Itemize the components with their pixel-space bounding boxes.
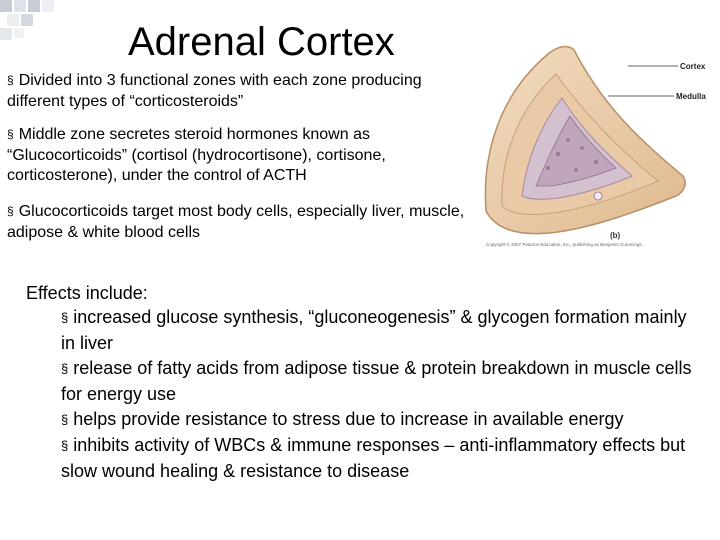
bullet-marker: § (61, 438, 69, 454)
effect-item (61, 356, 701, 407)
bullet-marker: § (61, 360, 69, 376)
bullet-marker: § (7, 127, 14, 141)
effects-list (61, 305, 701, 484)
adrenal-gland-figure (478, 36, 718, 256)
effect-item (61, 433, 701, 484)
bullet-marker: § (7, 204, 14, 218)
bullet-text: Glucocorticoids target most body cells, especially liver, muscle, adipose & white blood cells (7, 203, 465, 241)
effect-item (61, 305, 701, 356)
bullet-zones (7, 71, 467, 112)
bullet-text: Middle zone secretes steroid hormones known as “Glucocorticoids” (cortisol (hydrocortisone), cortisone, corticosterone), under the control of ACTH (7, 126, 386, 184)
bullet-text: Divided into 3 functional zones with each zone producing different types of “corticosteroids” (7, 72, 422, 110)
effect-text: inhibits activity of WBCs & immune responses – anti-inflammatory effects but slow wound healing & resistance to disease (61, 435, 686, 482)
effect-item (61, 407, 701, 433)
slide-title: Adrenal Cortex (128, 20, 395, 64)
bullet-marker: § (61, 411, 69, 427)
bullet-marker: § (61, 310, 69, 325)
effects-heading: Effects include: (26, 283, 148, 303)
figure-copyright: Copyright © 2007 Pearson Education, Inc., publishing as Benjamin Cummings. (486, 242, 643, 247)
label-medulla: Medulla (676, 92, 706, 101)
bullet-targets (7, 202, 477, 243)
panel-tag: (b) (610, 231, 621, 240)
effect-text: helps provide resistance to stress due to increase in available energy (73, 408, 624, 429)
corner-decoration (0, 0, 110, 60)
effect-text: release of fatty acids from adipose tissue & protein breakdown in muscle cells for energy use (61, 357, 692, 405)
vessel-cross-section (594, 192, 602, 200)
bullet-glucocorticoids (7, 125, 477, 187)
effect-text: increased glucose synthesis, “gluconeogenesis” & glycogen formation mainly in liver (61, 307, 687, 354)
label-cortex: Cortex (680, 62, 706, 71)
bullet-marker: § (7, 73, 14, 87)
